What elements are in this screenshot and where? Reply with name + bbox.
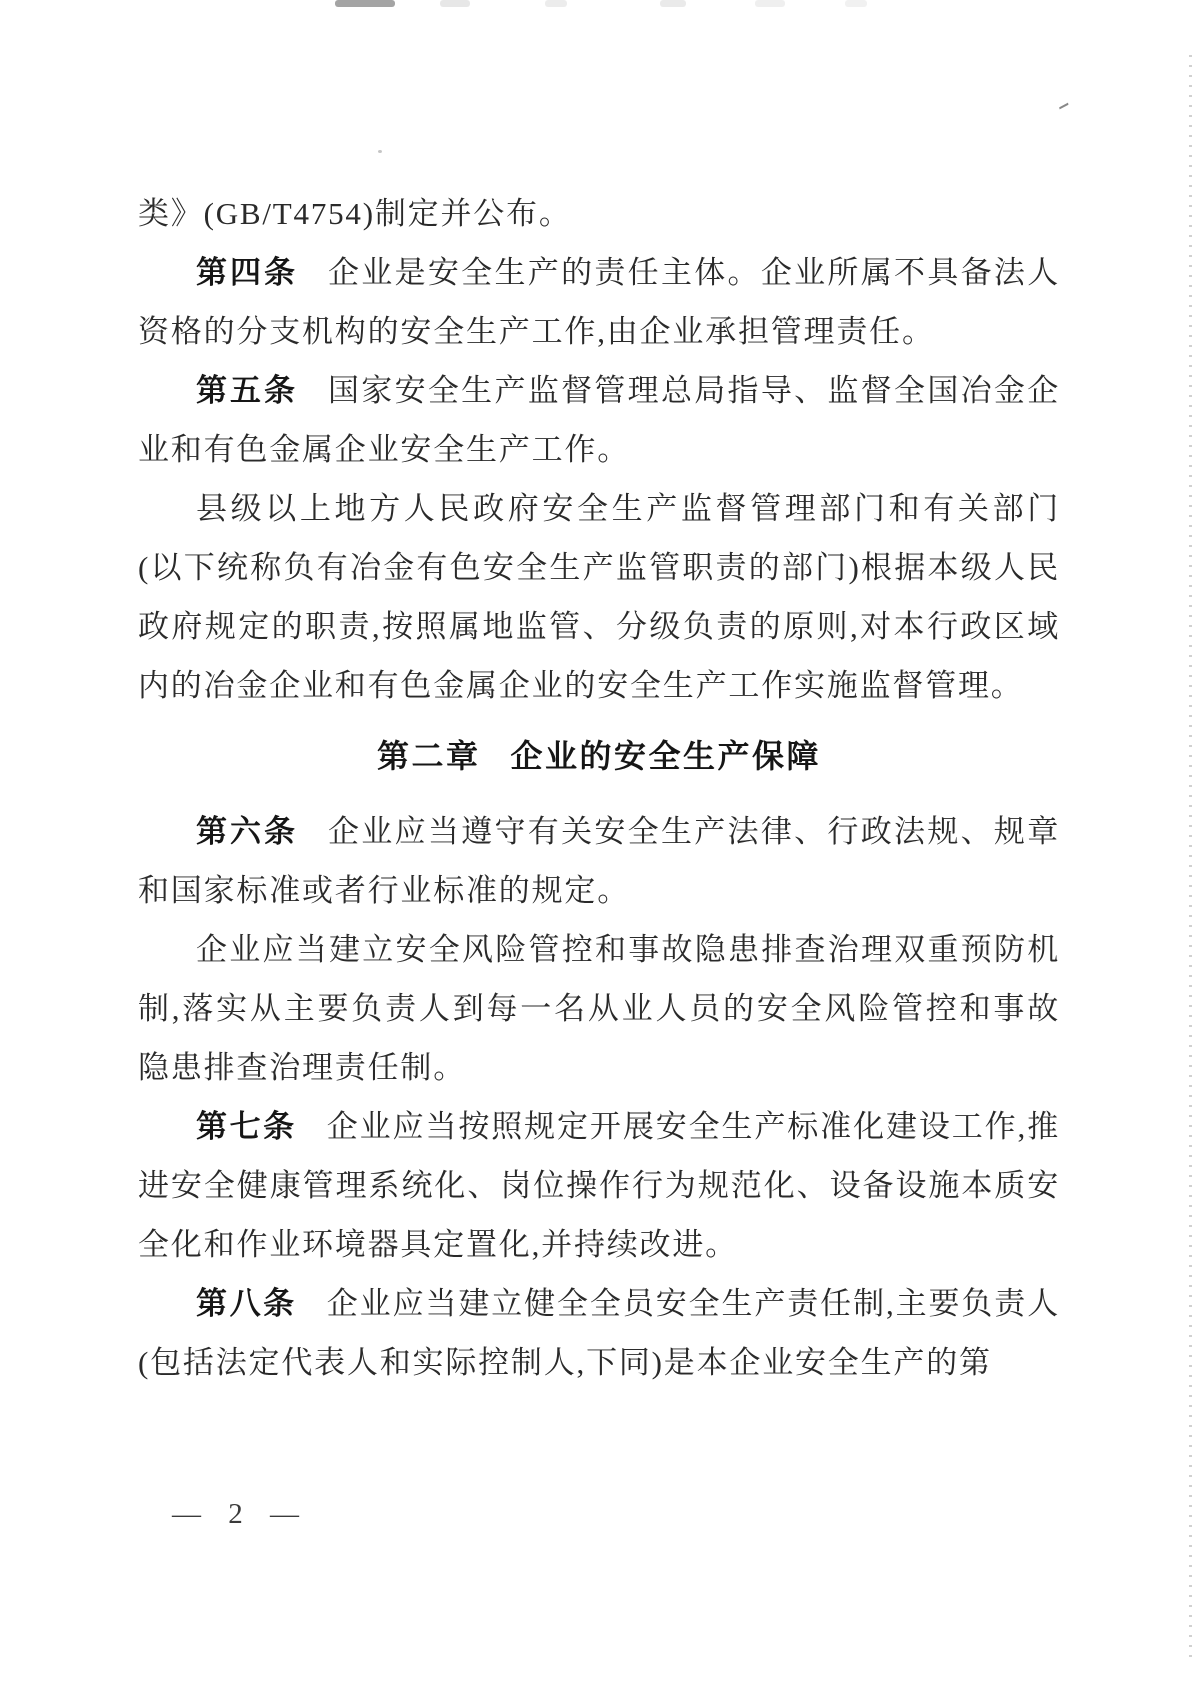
- scan-artifact-speck: [378, 150, 382, 153]
- scan-artifact-right-edge: [1189, 55, 1192, 1663]
- paragraph-article-8: [138, 1274, 1060, 1392]
- scan-artifact-smudge: [845, 0, 867, 7]
- article-8-label: 第八条: [196, 1286, 297, 1321]
- paragraph-continuation: 类》(GB/T4754)制定并公布。: [138, 196, 572, 231]
- paragraph-article-4: [138, 243, 1060, 361]
- paragraph-article-7: [138, 1097, 1060, 1274]
- document-content: [138, 184, 1060, 1392]
- article-7-text: 企业应当按照规定开展安全生产标准化建设工作,推进安全健康管理系统化、岗位操作行为规范化、设备设施本质安全化和作业环境器具定置化,并持续改进。: [138, 1109, 1060, 1262]
- article-6-text: 企业应当遵守有关安全生产法律、行政法规、规章和国家标准或者行业标准的规定。: [138, 814, 1061, 908]
- chapter-heading: [138, 727, 1060, 786]
- chapter-number: 第二章: [376, 738, 481, 774]
- paragraph-article-5: [138, 361, 1060, 479]
- paragraph-article-6: [138, 802, 1060, 920]
- article-6-label: 第六条: [196, 814, 298, 849]
- scan-artifact-smudge: [755, 0, 785, 7]
- scan-artifact-speck: [1058, 96, 1069, 110]
- article-4-text: 企业是安全生产的责任主体。企业所属不具备法人资格的分支机构的安全生产工作,由企业承担管理责任。: [138, 255, 1061, 349]
- article-4-label: 第四条: [196, 255, 298, 290]
- article-7-label: 第七条: [196, 1109, 297, 1144]
- scan-artifact-smudge: [660, 0, 686, 7]
- chapter-title: 企业的安全生产保障: [510, 738, 822, 774]
- article-5-text: 国家安全生产监督管理总局指导、监督全国冶金企业和有色金属企业安全生产工作。: [138, 373, 1061, 467]
- scan-artifact-smudge: [545, 0, 567, 7]
- page-number: — 2 —: [172, 1498, 309, 1530]
- paragraph-dual-prevention: 企业应当建立安全风险管控和事故隐患排查治理双重预防机制,落实从主要负责人到每一名从业人员的安全风险管控和事故隐患排查治理责任制。: [138, 932, 1060, 1085]
- article-5-label: 第五条: [196, 373, 298, 408]
- article-8-text: 企业应当建立健全全员安全生产责任制,主要负责人(包括法定代表人和实际控制人,下同)是本企业安全生产的第: [138, 1286, 1060, 1380]
- paragraph-county-level: 县级以上地方人民政府安全生产监督管理部门和有关部门(以下统称负有冶金有色安全生产监管职责的部门)根据本级人民政府规定的职责,按照属地监管、分级负责的原则,对本行政区域内的冶金企业和有色金属企业的安全生产工作实施监督管理。: [138, 491, 1060, 703]
- scan-artifact-smudge: [335, 0, 395, 7]
- scan-artifact-smudge: [440, 0, 470, 7]
